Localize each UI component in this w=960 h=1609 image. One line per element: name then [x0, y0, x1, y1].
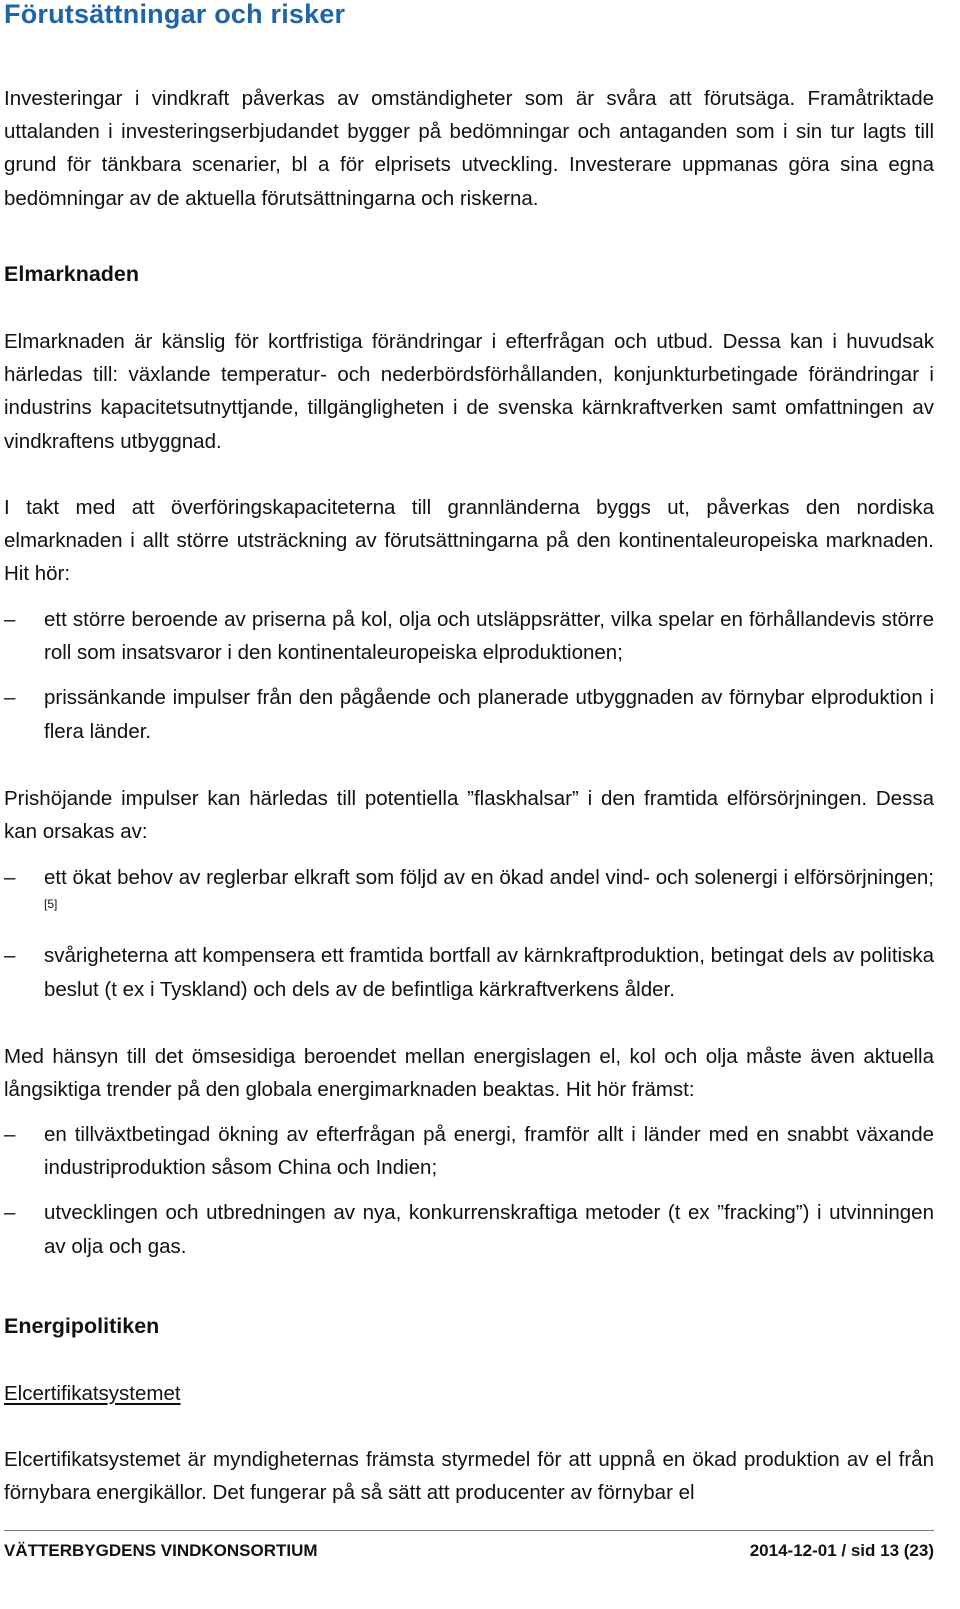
list-item	[4, 681, 934, 747]
elmarknaden-paragraph-1: Elmarknaden är känslig för kortfristiga förändringar i efterfrågan och utbud. Dessa kan i huvudsak härledas till: växlande temperatur- och nederbördsförhållanden, konjunkturbetingade förändringar i industrins kapacitetsutnyttjande, tillgängligheten i de svenska kärnkraftverken samt omfattningen av vindkraftens utbyggnad.	[4, 330, 934, 453]
energipolitiken-body	[4, 1443, 934, 1509]
intro-section	[4, 82, 934, 215]
page-footer	[4, 1541, 934, 1561]
footer-page-info: 2014-12-01 / sid 13 (23)	[749, 1541, 934, 1560]
list-item-text: ett större beroende av priserna på kol, olja och utsläppsrätter, vilka spelar en förhållandevis större roll som insatsvaror i den kontinentaleuropeiska elproduktionen;	[44, 608, 934, 665]
list-item-text: prissänkande impulser från den pågående och planerade utbyggnaden av förnybar elproduktion i flera länder.	[44, 686, 934, 743]
elmarknaden-body-3	[4, 782, 934, 848]
dash-list-1	[4, 603, 934, 760]
dash-bullet-icon: –	[4, 1201, 16, 1225]
list-item	[4, 1118, 934, 1184]
dash-bullet-icon: –	[4, 866, 16, 889]
elmarknaden-paragraph-3: Prishöjande impulser kan härledas till potentiella ”flaskhalsar” i den framtida elförsörjningen. Dessa kan orsakas av:	[4, 787, 934, 844]
subsection-heading-elcertifikatsystemet: Elcertifikatsystemet	[4, 1382, 181, 1405]
list-item-text: ett ökat behov av reglerbar elkraft som följd av en ökad andel vind- och solenergi i elförsörjningen;	[44, 866, 934, 889]
dash-bullet-icon: –	[4, 944, 16, 968]
footnote-reference: [5]	[44, 897, 58, 912]
dash-bullet-icon: –	[4, 608, 16, 631]
footer-organization: VÄTTERBYGDENS VINDKONSORTIUM	[4, 1541, 318, 1560]
energipolitiken-paragraph-1: Elcertifikatsystemet är myndigheternas främsta styrmedel för att uppnå en ökad produktion av el från förnybara energikällor. Det fungerar på så sätt att producenter av förnybar el	[4, 1448, 934, 1505]
section-heading-elmarknaden: Elmarknaden	[4, 262, 140, 286]
list-item	[4, 603, 934, 669]
intro-paragraph: Investeringar i vindkraft påverkas av omständigheter som är svåra att förutsäga. Framåtriktade uttalanden i investeringserbjudandet bygger på bedömningar och antaganden som i sin tur lagts till grund för tänkbara scenarier, bl a för elprisets utveckling. Investerare uppmanas göra sina egna bedömningar av de aktuella förutsättningarna och riskerna.	[4, 87, 934, 210]
dash-list-2	[4, 861, 934, 1018]
elmarknaden-paragraph-4: Med hänsyn till det ömsesidiga beroendet mellan energislagen el, kol och olja måste även aktuella långsiktiga trender på den globala energimarknaden beaktas. Hit hör främst:	[4, 1045, 934, 1102]
section-heading-energipolitiken: Energipolitiken	[4, 1314, 160, 1338]
list-item-text: utvecklingen och utbredningen av nya, konkurrenskraftiga metoder (t ex ”fracking”) i utvinningen av olja och gas.	[44, 1201, 934, 1258]
list-item	[4, 1196, 934, 1262]
dash-bullet-icon: –	[4, 1123, 16, 1146]
dash-list-3	[4, 1118, 934, 1275]
elmarknaden-body-4	[4, 1040, 934, 1106]
list-item-text: svårigheterna att kompensera ett framtida bortfall av kärnkraftproduktion, betingat dels av politiska beslut (t ex i Tyskland) och dels av de befintliga kärkraftverkens ålder.	[44, 944, 934, 1001]
list-item	[4, 861, 934, 927]
section-energipolitiken	[4, 1310, 934, 1343]
elmarknaden-paragraph-2: I takt med att överföringskapaciteterna till grannländerna byggs ut, påverkas den nordiska elmarknaden i allt större utsträckning av förutsättningarna på den kontinentaleuropeiska marknaden. Hit hör:	[4, 496, 934, 586]
dash-bullet-icon: –	[4, 686, 16, 710]
list-item-text: en tillväxtbetingad ökning av efterfrågan på energi, framför allt i länder med en snabbt växande industriproduktion såsom China och Indien;	[44, 1123, 934, 1180]
subsection-elcertifikat	[4, 1377, 934, 1410]
elmarknaden-body-2	[4, 491, 934, 591]
list-item	[4, 939, 934, 1005]
section-elmarknaden	[4, 258, 934, 291]
elmarknaden-body	[4, 325, 934, 458]
page-title: Förutsättningar och risker	[4, 0, 346, 29]
footer-divider	[4, 1530, 934, 1531]
